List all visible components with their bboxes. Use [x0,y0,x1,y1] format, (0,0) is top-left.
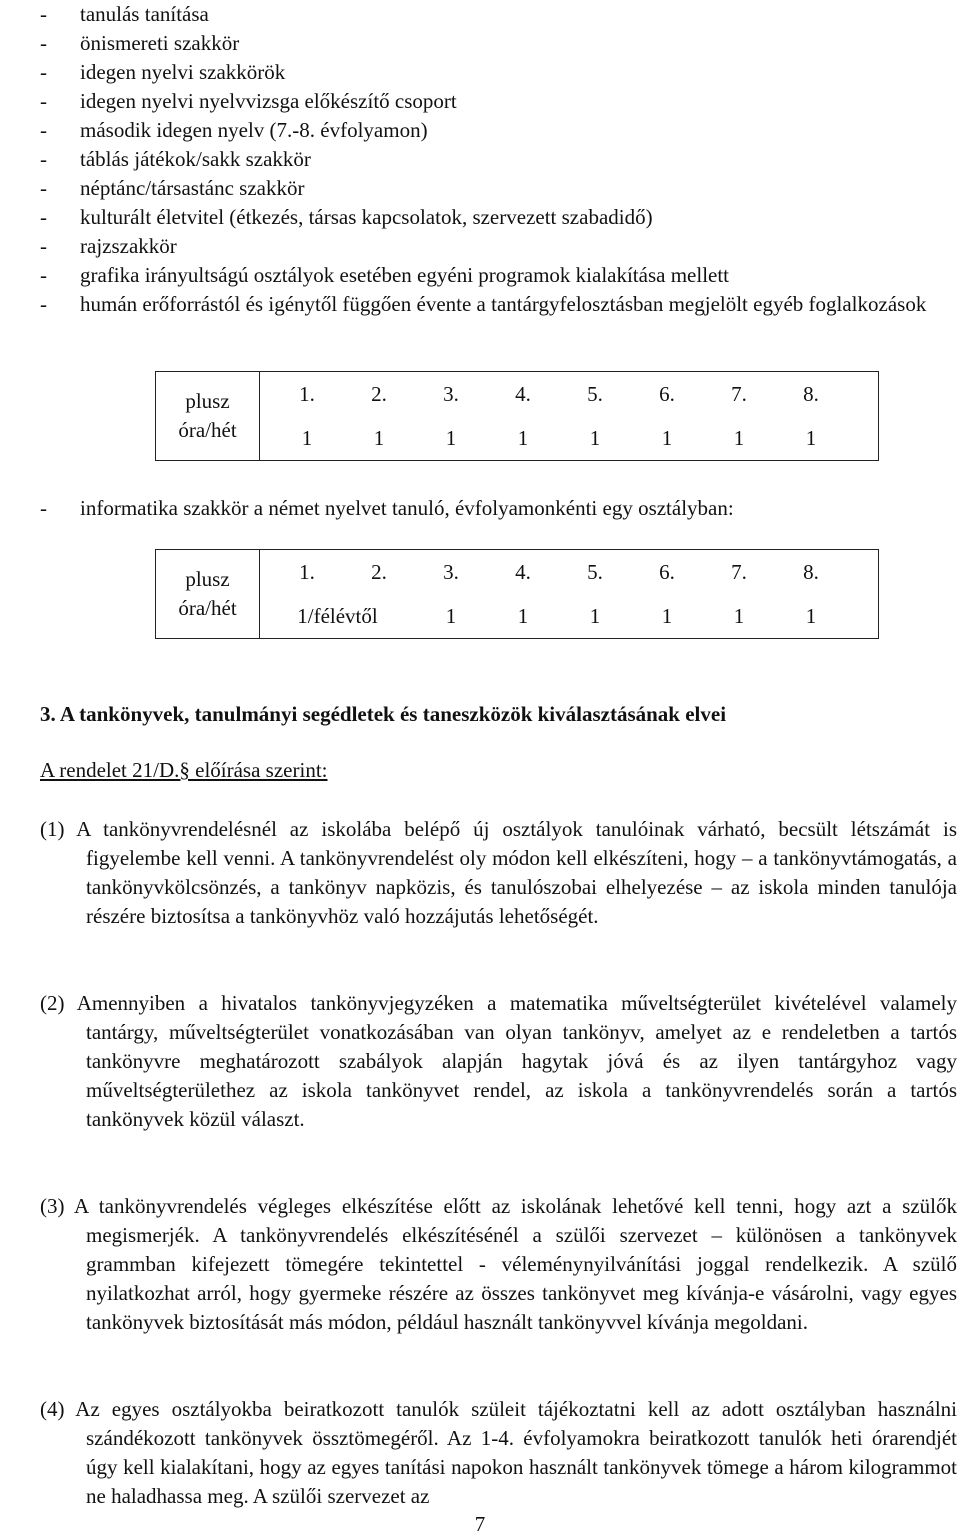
value-cell: 1 [805,603,817,628]
list-dash: - [40,205,47,229]
list-dash: - [40,31,47,55]
paragraph-text: (3) A tankönyvrendelés végleges elkészítése előtt az iskolának lehetővé kell tenni, hogy azt a szülők megismerjék. A tankönyvrendelés elkészítésénél a szülői szervezet – különösen a tankönyvek grammban kifejezett tömegére tekintettel - véleménynyilvánítási joggal rendelkezik. A szülő nyilatkozhat arról, hogy gyermeke részére az összes tankönyvet meg kívánja-e vásárolni, vagy egyes tankönyvek biztosítását más módon, például használt tankönyvvel kívánja megoldani. [40,1194,957,1334]
value-cell: 1 [733,425,745,450]
list-item-text: idegen nyelvi nyelvvizsga előkészítő csoport [80,89,457,113]
list-dash: - [40,2,47,26]
list-item-text: tanulás tanítása [80,2,209,26]
value-cell: 1 [589,603,601,628]
value-cell: 1 [733,603,745,628]
table-values [260,372,879,461]
list-item [40,174,940,203]
grade-cell: 8. [803,559,819,584]
grade-row [260,550,878,594]
grade-cell: 5. [587,381,603,406]
list-item-text: humán erőforrástól és igénytől függően évente a tantárgyfelosztásban megjelölt egyéb foglalkozások [80,292,927,316]
paragraph-4 [40,1395,957,1511]
grade-cell: 4. [515,381,531,406]
value-cell: 1 [661,603,673,628]
paragraph-text: (2) Amennyiben a hivatalos tankönyvjegyzéken a matematika műveltségterület kivételével valamely tantárgy, műveltségterület vonatkozásában van olyan tankönyv, amelyet az e rendeletben a tartós tankönyvre meghatározott szabályok alapján hagytak jóvá és az ilyen tantárgyhoz vagy műveltségterülethez az iskola tankönyvet rendel, az iskola a tankönyvrendelés során a tartós tankönyvek közül választ. [40,991,957,1131]
grade-cell: 6. [659,559,675,584]
list-item [40,290,940,319]
grade-cell: 3. [443,381,459,406]
list-item [40,203,940,232]
grade-row [260,372,878,416]
value-cell: 1 [445,425,457,450]
list-item-text: néptánc/társastánc szakkör [80,176,305,200]
paragraph-3 [40,1192,957,1337]
paragraph-text: (1) A tankönyvrendelésnél az iskolába belépő új osztályok tanulóinak várható, becsült létszámát is figyelembe kell venni. A tankönyvrendelést oly módon kell elkészíteni, hogy – a tankönyvtámogatás, a tankönyvkölcsönzés, a tankönyv napközis, és tanulószobai elhelyezése – az iskola minden tanulója részére biztosítsa a tankönyvhöz való hozzájutás lehetőségét. [40,817,957,928]
list-item [40,261,940,290]
extra-hours-table-1 [155,371,879,461]
paragraph-1 [40,815,957,931]
value-cell: 1/félévtől [297,603,378,628]
list-item-text: táblás játékok/sakk szakkör [80,147,311,171]
list-dash: - [40,147,47,171]
list-item [40,145,940,174]
regulation-reference: A rendelet 21/D.§ előírása szerint: [40,758,328,782]
value-cell: 1 [805,425,817,450]
grade-cell: 5. [587,559,603,584]
paragraph-text: (4) Az egyes osztályokba beiratkozott tanulók szüleit tájékoztatni kell az adott osztályban használni szándékozott tankönyvek össztömegéről. Az 1-4. évfolyamokra beiratkozott tanulók heti órarendjét úgy kell kialakítani, hogy az egyes tanítási napokon használt tankönyvek tömege a három kilogrammot ne haladhassa meg. A szülői szervezet az [40,1397,957,1508]
list-item [40,116,940,145]
grade-cell: 8. [803,381,819,406]
value-cell: 1 [373,425,385,450]
list-item-text: grafika irányultságú osztályok esetében egyéni programok kialakítása mellett [80,263,730,287]
grade-cell: 2. [371,559,387,584]
label-line: óra/hét [178,418,237,442]
list-item [40,232,940,261]
paragraph-2 [40,989,957,1134]
value-cell: 1 [517,425,529,450]
list-item [40,58,940,87]
table-values [260,550,879,639]
grade-cell: 7. [731,381,747,406]
list-item-text: kulturált életvitel (étkezés, társas kapcsolatok, szervezett szabadidő) [80,205,653,229]
page-number: 7 [474,1512,486,1536]
list-dash: - [40,263,47,287]
table-label [156,550,260,639]
list-item-text: informatika szakkör a német nyelvet tanuló, évfolyamonkénti egy osztályban: [80,496,734,520]
value-cell: 1 [445,603,457,628]
grade-cell: 1. [299,559,315,584]
list-dash: - [40,234,47,258]
grade-cell: 7. [731,559,747,584]
list-dash: - [40,89,47,113]
list-item [40,87,940,116]
list-item [40,494,940,523]
list-dash: - [40,496,47,520]
table-label [156,372,260,461]
label-line: plusz [185,389,230,413]
list-item-text: önismereti szakkör [80,31,240,55]
value-row [260,416,878,460]
label-line: plusz [185,567,230,591]
list-item-text: idegen nyelvi szakkörök [80,60,286,84]
label-line: óra/hét [178,596,237,620]
grade-cell: 3. [443,559,459,584]
value-cell: 1 [661,425,673,450]
list-dash: - [40,292,47,316]
grade-cell: 2. [371,381,387,406]
value-cell: 1 [301,425,313,450]
list-item [40,0,940,29]
activity-list [40,0,940,319]
list-dash: - [40,60,47,84]
list-dash: - [40,176,47,200]
grade-cell: 6. [659,381,675,406]
list-dash: - [40,118,47,142]
section-heading: 3. A tankönyvek, tanulmányi segédletek és taneszközök kiválasztásának elvei [40,702,727,726]
value-cell: 1 [517,603,529,628]
grade-cell: 1. [299,381,315,406]
grade-cell: 4. [515,559,531,584]
list-item-text: második idegen nyelv (7.-8. évfolyamon) [80,118,428,142]
extra-hours-table-2 [155,549,879,639]
value-cell: 1 [589,425,601,450]
list-item [40,29,940,58]
value-row [260,594,878,638]
list-item-text: rajzszakkör [80,234,177,258]
